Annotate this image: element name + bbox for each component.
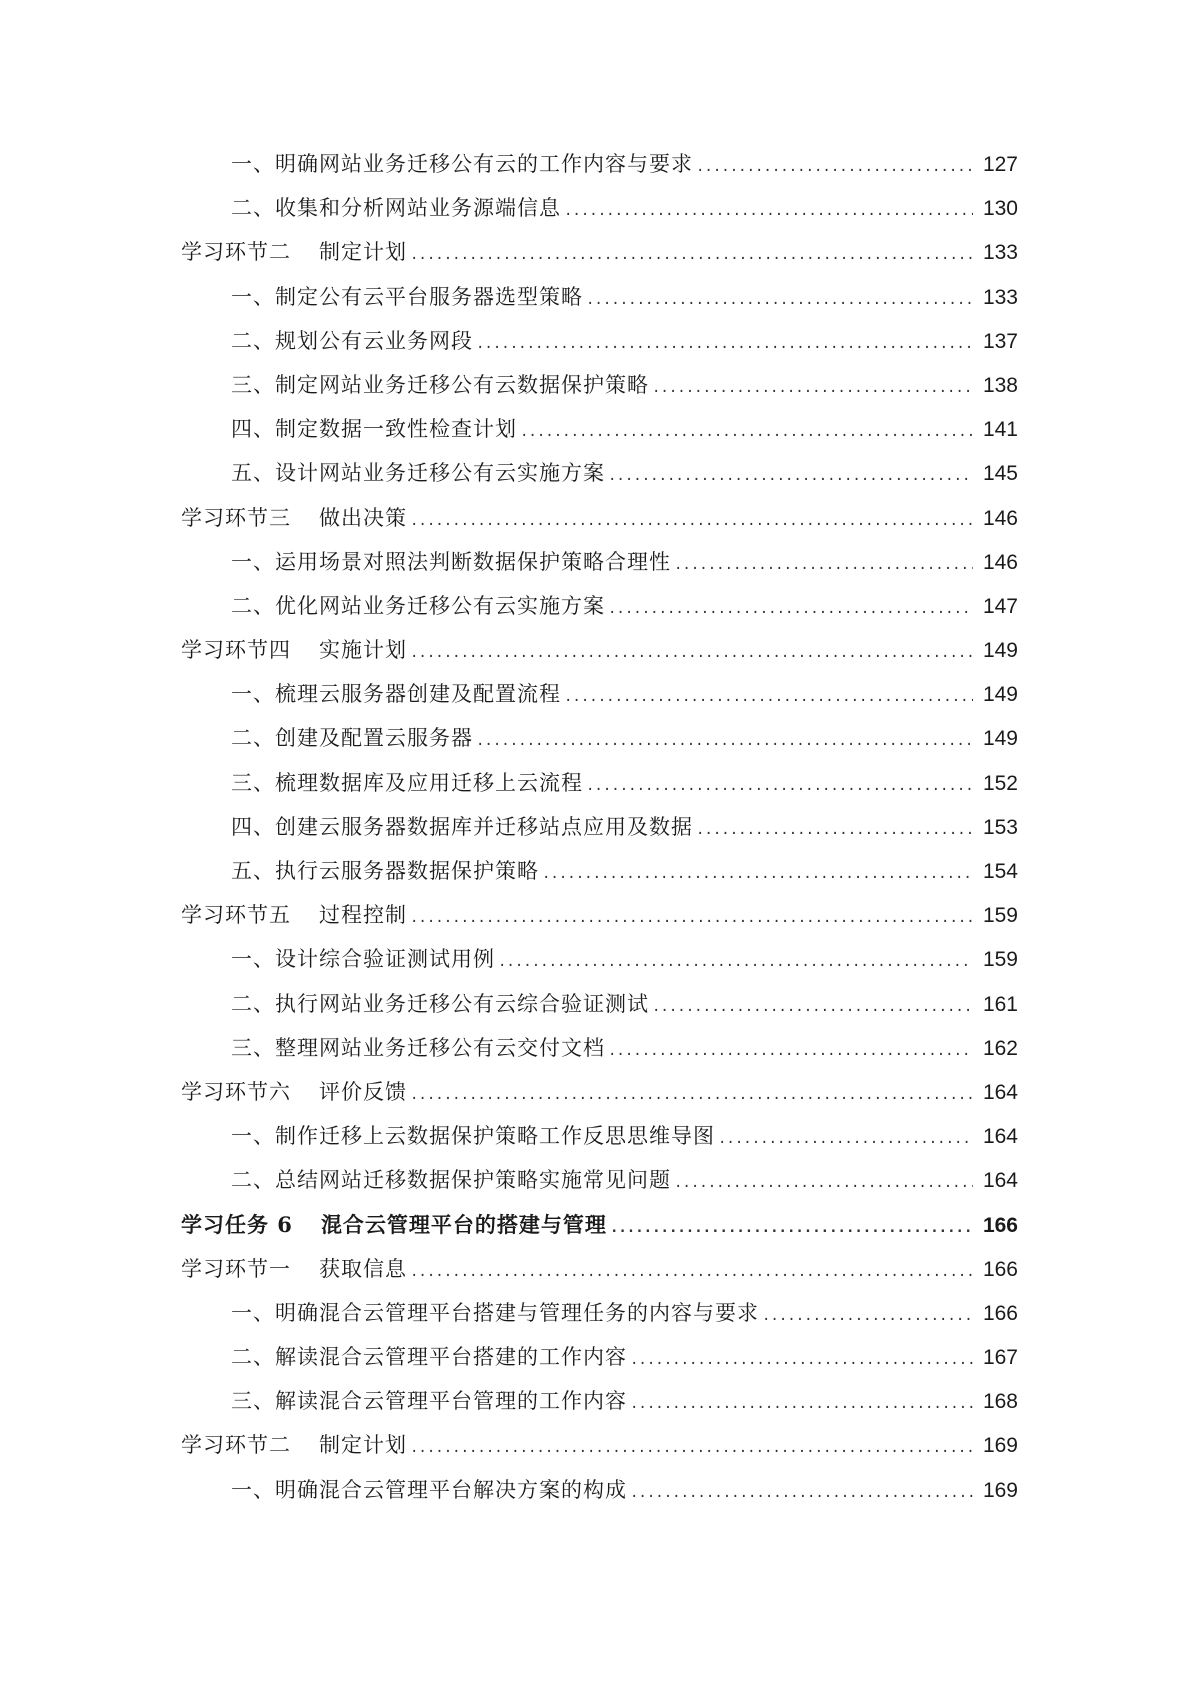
toc-entry-title (231, 540, 671, 584)
toc-entry-label: 二、优化网站业务迁移公有云实施方案 (231, 593, 605, 618)
toc-entry-title (181, 1247, 407, 1291)
toc-entry-label: 二、执行网站业务迁移公有云综合验证测试 (231, 991, 649, 1016)
toc-entry-label: 一、明确混合云管理平台解决方案的构成 (231, 1477, 627, 1502)
toc-entry-label: 五、设计网站业务迁移公有云实施方案 (231, 461, 605, 486)
toc-entry-label: 四、制定数据一致性检查计划 (231, 417, 517, 442)
toc-page-number: 153 (982, 815, 1018, 839)
toc-dot-leader (410, 1073, 973, 1117)
toc-entry-label: 学习环节一 (181, 1256, 291, 1281)
toc-page-number: 167 (982, 1346, 1018, 1370)
toc-subsection-entry[interactable] (0, 319, 1191, 363)
toc-dot-leader (674, 1161, 973, 1205)
toc-entry-label: 二、解读混合云管理平台搭建的工作内容 (231, 1345, 627, 1370)
toc-dot-leader (476, 322, 973, 366)
toc-dot-leader (608, 1029, 973, 1073)
toc-page-number: 146 (982, 506, 1018, 530)
toc-entry-subtitle: 做出决策 (319, 505, 407, 530)
toc-dot-leader (476, 719, 973, 763)
toc-subsection-entry[interactable] (0, 982, 1191, 1026)
toc-subsection-entry[interactable] (0, 1335, 1191, 1379)
toc-dot-leader (718, 1117, 973, 1161)
toc-dot-leader (762, 1294, 973, 1338)
toc-entry-label: 一、明确网站业务迁移公有云的工作内容与要求 (231, 152, 693, 176)
toc-section-entry[interactable] (0, 496, 1191, 540)
toc-entry-subtitle: 制定计划 (319, 240, 407, 265)
toc-page-number: 133 (982, 285, 1018, 309)
toc-entry-title (231, 1158, 671, 1202)
toc-entry-title (231, 1114, 715, 1158)
toc-section-entry[interactable] (0, 1247, 1191, 1291)
toc-dot-leader (410, 1426, 973, 1470)
toc-entry-label: 学习环节二 (181, 1433, 291, 1458)
toc-page-number: 130 (982, 197, 1018, 221)
toc-page-number: 159 (982, 948, 1018, 972)
toc-page-number: 133 (982, 241, 1018, 265)
toc-dot-leader (586, 764, 973, 808)
toc-dot-leader (630, 1471, 973, 1515)
toc-dot-leader (652, 985, 973, 1029)
toc-section-entry[interactable] (0, 1070, 1191, 1114)
toc-page-number: 146 (982, 550, 1018, 574)
toc-entry-label: 学习环节五 (181, 903, 291, 928)
toc-entry-title (231, 672, 561, 716)
toc-entry-title (231, 805, 693, 849)
toc-subsection-entry[interactable] (0, 407, 1191, 451)
toc-dot-leader (520, 410, 973, 454)
toc-subsection-entry[interactable] (0, 849, 1191, 893)
toc-entry-label: 三、梳理数据库及应用迁移上云流程 (231, 770, 583, 795)
toc-page-number: 149 (982, 683, 1018, 707)
toc-dot-leader (410, 896, 973, 940)
toc-entry-title (231, 275, 583, 319)
toc-dot-leader (630, 1338, 973, 1382)
toc-page-number: 164 (982, 1169, 1018, 1193)
toc-page-number: 164 (982, 1125, 1018, 1149)
toc-page-number: 169 (982, 1478, 1018, 1502)
toc-page-number: 138 (982, 373, 1018, 397)
toc-entry-title (231, 1335, 627, 1379)
toc-page-number: 164 (982, 1080, 1018, 1104)
toc-entry-label: 三、整理网站业务迁移公有云交付文档 (231, 1035, 605, 1060)
toc-entry-title (181, 496, 407, 540)
toc-entry-title (231, 363, 649, 407)
toc-section-entry[interactable] (0, 230, 1191, 274)
toc-entry-title (231, 319, 473, 363)
toc-subsection-entry[interactable] (0, 716, 1191, 760)
toc-entry-subtitle: 制定计划 (319, 1433, 407, 1458)
toc-entry-subtitle: 过程控制 (319, 903, 407, 928)
toc-entry-subtitle: 评价反馈 (319, 1079, 407, 1104)
toc-subsection-entry[interactable] (0, 275, 1191, 319)
toc-dot-leader (498, 940, 973, 984)
toc-entry-subtitle: 实施计划 (319, 638, 407, 663)
toc-entry-label: 学习环节二 (181, 240, 291, 265)
toc-entry-title (181, 628, 407, 672)
toc-entry-title (231, 937, 495, 981)
toc-entry-title (181, 1423, 407, 1467)
toc-page-number: 166 (982, 1257, 1018, 1281)
toc-subsection-entry[interactable] (0, 1291, 1191, 1335)
toc-page-number: 127 (982, 153, 1018, 176)
toc-page-number: 149 (982, 639, 1018, 663)
toc-dot-leader (608, 587, 973, 631)
toc-entry-title (181, 1070, 407, 1114)
toc-entry-title (181, 1203, 607, 1247)
toc-entry-subtitle: 获取信息 (319, 1256, 407, 1281)
toc-dot-leader (696, 808, 973, 852)
toc-entry-label: 学习环节三 (181, 505, 291, 530)
toc-dot-leader (564, 675, 973, 719)
toc-entry-label: 一、梳理云服务器创建及配置流程 (231, 682, 561, 707)
toc-dot-leader (410, 233, 973, 277)
toc-dot-leader (674, 543, 973, 587)
toc-section-entry[interactable] (0, 893, 1191, 937)
toc-subsection-entry[interactable] (0, 672, 1191, 716)
toc-page-number: 159 (982, 904, 1018, 928)
toc-entry-title (231, 849, 539, 893)
toc-entry-label: 一、制定公有云平台服务器选型策略 (231, 284, 583, 309)
toc-dot-leader (564, 189, 973, 233)
toc-page-number: 154 (982, 860, 1018, 883)
toc-page-number: 145 (982, 462, 1018, 486)
toc-entry-title (231, 982, 649, 1026)
toc-entry-title (231, 451, 605, 495)
toc-dot-leader (586, 278, 973, 322)
toc-page-number: 166 (982, 1213, 1018, 1237)
toc-entry-title (231, 716, 473, 760)
toc-dot-leader (610, 1206, 973, 1250)
toc-entry-title (231, 1291, 759, 1335)
toc-entry-label: 二、规划公有云业务网段 (231, 328, 473, 353)
toc-entry-label: 三、解读混合云管理平台管理的工作内容 (231, 1389, 627, 1414)
toc-page-number: 166 (982, 1301, 1018, 1325)
toc-entry-title (231, 407, 517, 451)
toc-subsection-entry[interactable] (0, 1468, 1191, 1512)
toc-page-number: 137 (982, 329, 1018, 353)
toc-entry-title (231, 186, 561, 230)
toc-dot-leader (630, 1382, 973, 1426)
toc-dot-leader (410, 1250, 973, 1294)
toc-page-number: 169 (982, 1434, 1018, 1458)
toc-subsection-entry[interactable] (0, 805, 1191, 849)
toc-entry-label: 一、运用场景对照法判断数据保护策略合理性 (231, 549, 671, 574)
toc-entry-title (231, 142, 693, 186)
toc-dot-leader (410, 631, 973, 675)
toc-subsection-entry[interactable] (0, 761, 1191, 805)
toc-subsection-entry[interactable] (0, 142, 1191, 186)
toc-entry-label: 学习环节六 (181, 1079, 291, 1104)
toc-entry-label: 二、总结网站迁移数据保护策略实施常见问题 (231, 1168, 671, 1193)
toc-dot-leader (608, 454, 973, 498)
toc-dot-leader (696, 145, 973, 189)
toc-entry-title (231, 1026, 605, 1070)
toc-subsection-entry[interactable] (0, 1114, 1191, 1158)
toc-entry-label: 学习任务 6 (181, 1211, 293, 1237)
toc-page-number: 141 (982, 418, 1018, 442)
toc-subsection-entry[interactable] (0, 1158, 1191, 1202)
toc-entry-title (231, 1379, 627, 1423)
toc-entry-label: 一、设计综合验证测试用例 (231, 947, 495, 972)
toc-entry-label: 一、明确混合云管理平台搭建与管理任务的内容与要求 (231, 1300, 759, 1325)
toc-subsection-entry[interactable] (0, 584, 1191, 628)
toc-dot-leader (410, 499, 973, 543)
toc-page-number: 162 (982, 1036, 1018, 1060)
toc-subsection-entry[interactable] (0, 937, 1191, 981)
toc-section-entry[interactable] (0, 1423, 1191, 1467)
toc-entry-title (181, 230, 407, 274)
toc-section-entry[interactable] (0, 628, 1191, 672)
toc-entry-title (231, 584, 605, 628)
toc-page-number: 161 (982, 992, 1018, 1016)
toc-subsection-entry[interactable] (0, 1379, 1191, 1423)
toc-subsection-entry[interactable] (0, 540, 1191, 584)
toc-subsection-entry[interactable] (0, 363, 1191, 407)
toc-page-number: 149 (982, 727, 1018, 751)
toc-dot-leader (652, 366, 973, 410)
toc-entry-label: 二、收集和分析网站业务源端信息 (231, 196, 561, 221)
toc-entry-title (181, 893, 407, 937)
toc-page-number: 147 (982, 594, 1018, 618)
toc-entry-subtitle: 混合云管理平台的搭建与管理 (320, 1211, 607, 1237)
toc-entry-label: 一、制作迁移上云数据保护策略工作反思思维导图 (231, 1124, 715, 1149)
toc-entry-label: 二、创建及配置云服务器 (231, 726, 473, 751)
toc-dot-leader (542, 852, 973, 896)
toc-entry-label: 四、创建云服务器数据库并迁移站点应用及数据 (231, 814, 693, 839)
table-of-contents (0, 142, 1191, 1512)
toc-page-number: 152 (982, 771, 1018, 795)
toc-entry-title (231, 1468, 627, 1512)
toc-page-number: 168 (982, 1390, 1018, 1414)
toc-subsection-entry[interactable] (0, 186, 1191, 230)
toc-entry-title (231, 761, 583, 805)
toc-task-entry[interactable] (0, 1203, 1191, 1247)
toc-entry-label: 学习环节四 (181, 638, 291, 663)
toc-entry-label: 五、执行云服务器数据保护策略 (231, 859, 539, 883)
toc-subsection-entry[interactable] (0, 1026, 1191, 1070)
toc-subsection-entry[interactable] (0, 451, 1191, 495)
toc-entry-label: 三、制定网站业务迁移公有云数据保护策略 (231, 372, 649, 397)
